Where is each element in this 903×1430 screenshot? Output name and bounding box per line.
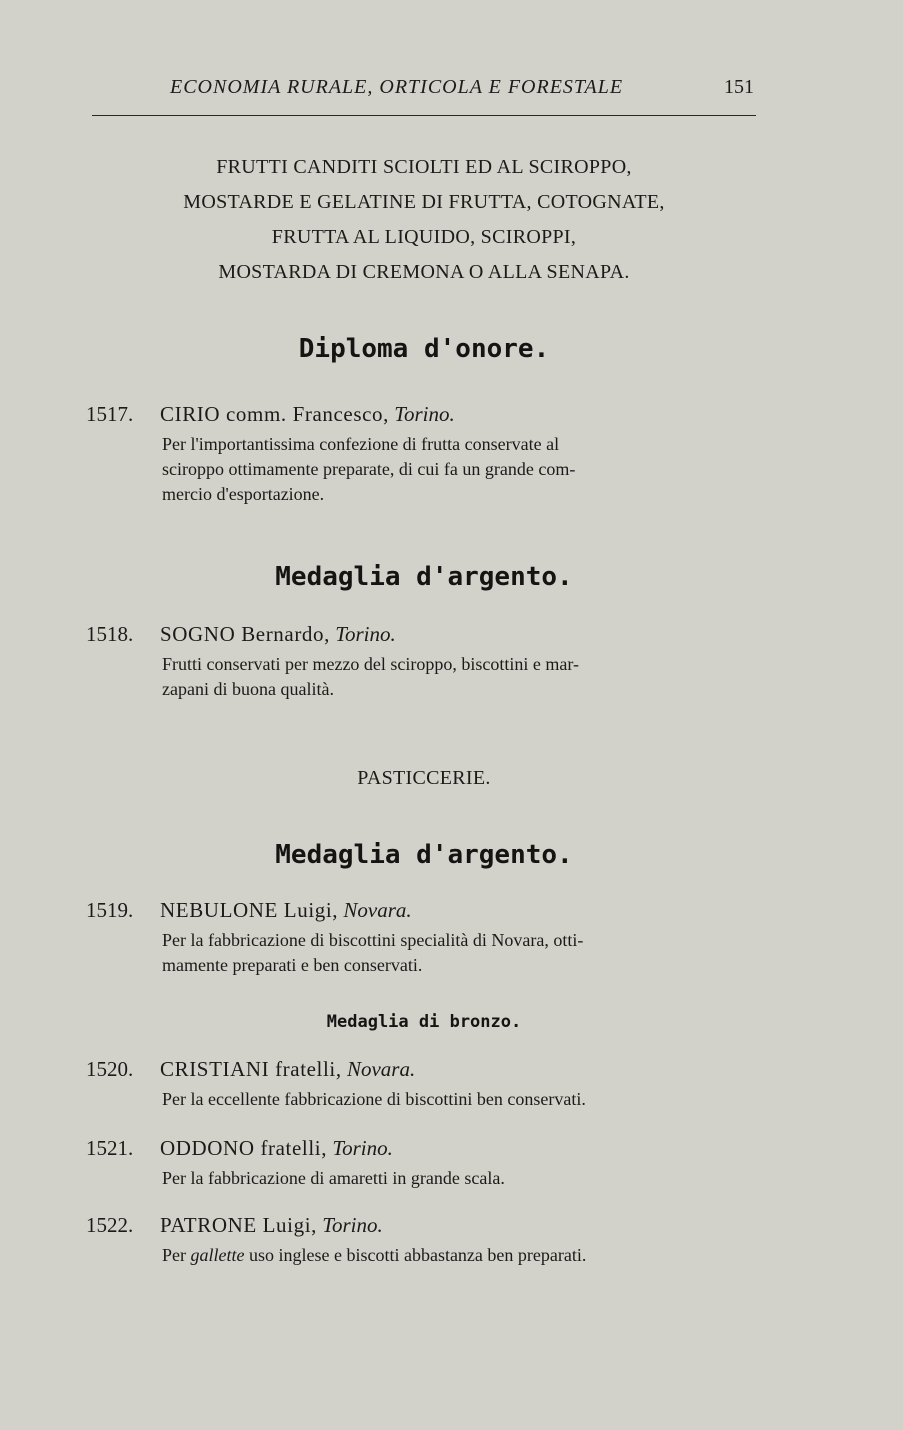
- description-line: Per la fabbricazione di biscottini specialità di Novara, otti-: [162, 930, 584, 950]
- exhibitor-place: Novara.: [346, 1057, 416, 1081]
- exhibitor-place: Novara.: [343, 898, 412, 922]
- page-header: [92, 76, 756, 106]
- description-text: Per: [162, 1245, 186, 1265]
- page-number: 151: [724, 76, 754, 98]
- entry-1519: [86, 898, 766, 978]
- entry-1522: [86, 1213, 766, 1268]
- description-line: Per la eccellente fabbricazione di biscottini ben conservati.: [162, 1089, 586, 1109]
- entry-description: [162, 1166, 756, 1191]
- exhibitor-place: Torino.: [394, 402, 455, 426]
- entry-description: [162, 432, 756, 507]
- entry-number: 1522.: [86, 1213, 134, 1237]
- exhibitor-name: PATRONE Luigi,: [160, 1213, 317, 1237]
- entry-description: [162, 1243, 756, 1268]
- description-text: uso inglese e biscotti abbastanza ben preparati.: [248, 1245, 587, 1265]
- header-rule: [92, 115, 756, 116]
- section-title-pasticcerie: PASTICCERIE.: [357, 767, 491, 789]
- entry-1518: [86, 622, 766, 702]
- description-line: [162, 1243, 756, 1268]
- category-heading-line: FRUTTI CANDITI SCIOLTI ED AL SCIROPPO,: [216, 156, 632, 178]
- italic-term: gallette: [190, 1245, 245, 1265]
- description-line: zapani di buona qualità.: [162, 679, 334, 699]
- entry-number: 1520.: [86, 1057, 134, 1081]
- category-heading: [92, 150, 756, 290]
- entry-1521: [86, 1136, 766, 1191]
- category-heading-line: MOSTARDE E GELATINE DI FRUTTA, COTOGNATE,: [183, 191, 665, 213]
- entry-1520: [86, 1057, 766, 1112]
- entry-1517: [86, 402, 766, 507]
- running-title: ECONOMIA RURALE, ORTICOLA E FORESTALE: [170, 76, 624, 98]
- exhibitor-place: Torino.: [322, 1213, 383, 1237]
- description-line: Per l'importantissima confezione di frutta conservate al: [162, 434, 560, 454]
- entry-number: 1518.: [86, 622, 134, 646]
- category-heading-line: FRUTTA AL LIQUIDO, SCIROPPI,: [271, 226, 577, 248]
- description-line: mamente preparati e ben conservati.: [162, 955, 423, 975]
- award-heading-bronze: Medaglia di bronzo.: [326, 1012, 522, 1032]
- entry-description: [162, 1087, 756, 1112]
- description-line: Frutti conservati per mezzo del sciroppo, biscottini e mar-: [162, 654, 580, 674]
- entry-number: 1521.: [86, 1136, 134, 1160]
- category-heading-line: MOSTARDA DI CREMONA O ALLA SENAPA.: [218, 261, 630, 283]
- exhibitor-name: CIRIO comm. Francesco,: [160, 402, 389, 426]
- entry-description: [162, 652, 756, 702]
- exhibitor-name: CRISTIANI fratelli,: [160, 1057, 342, 1081]
- exhibitor-name: ODDONO fratelli,: [160, 1136, 328, 1160]
- exhibitor-name: SOGNO Bernardo,: [160, 622, 330, 646]
- award-heading-silver: Medaglia d'argento.: [275, 840, 573, 870]
- entry-description: [162, 928, 756, 978]
- description-line: sciroppo ottimamente preparate, di cui fa un grande com-: [162, 459, 576, 479]
- exhibitor-name: NEBULONE Luigi,: [160, 898, 339, 922]
- description-line: mercio d'esportazione.: [162, 484, 325, 504]
- entry-number: 1517.: [86, 402, 134, 426]
- award-heading-diploma: Diploma d'onore.: [298, 334, 550, 364]
- description-line: Per la fabbricazione di amaretti in grande scala.: [162, 1168, 505, 1188]
- exhibitor-place: Torino.: [332, 1136, 393, 1160]
- entry-number: 1519.: [86, 898, 134, 922]
- exhibitor-place: Torino.: [335, 622, 396, 646]
- award-heading-silver: Medaglia d'argento.: [275, 562, 573, 592]
